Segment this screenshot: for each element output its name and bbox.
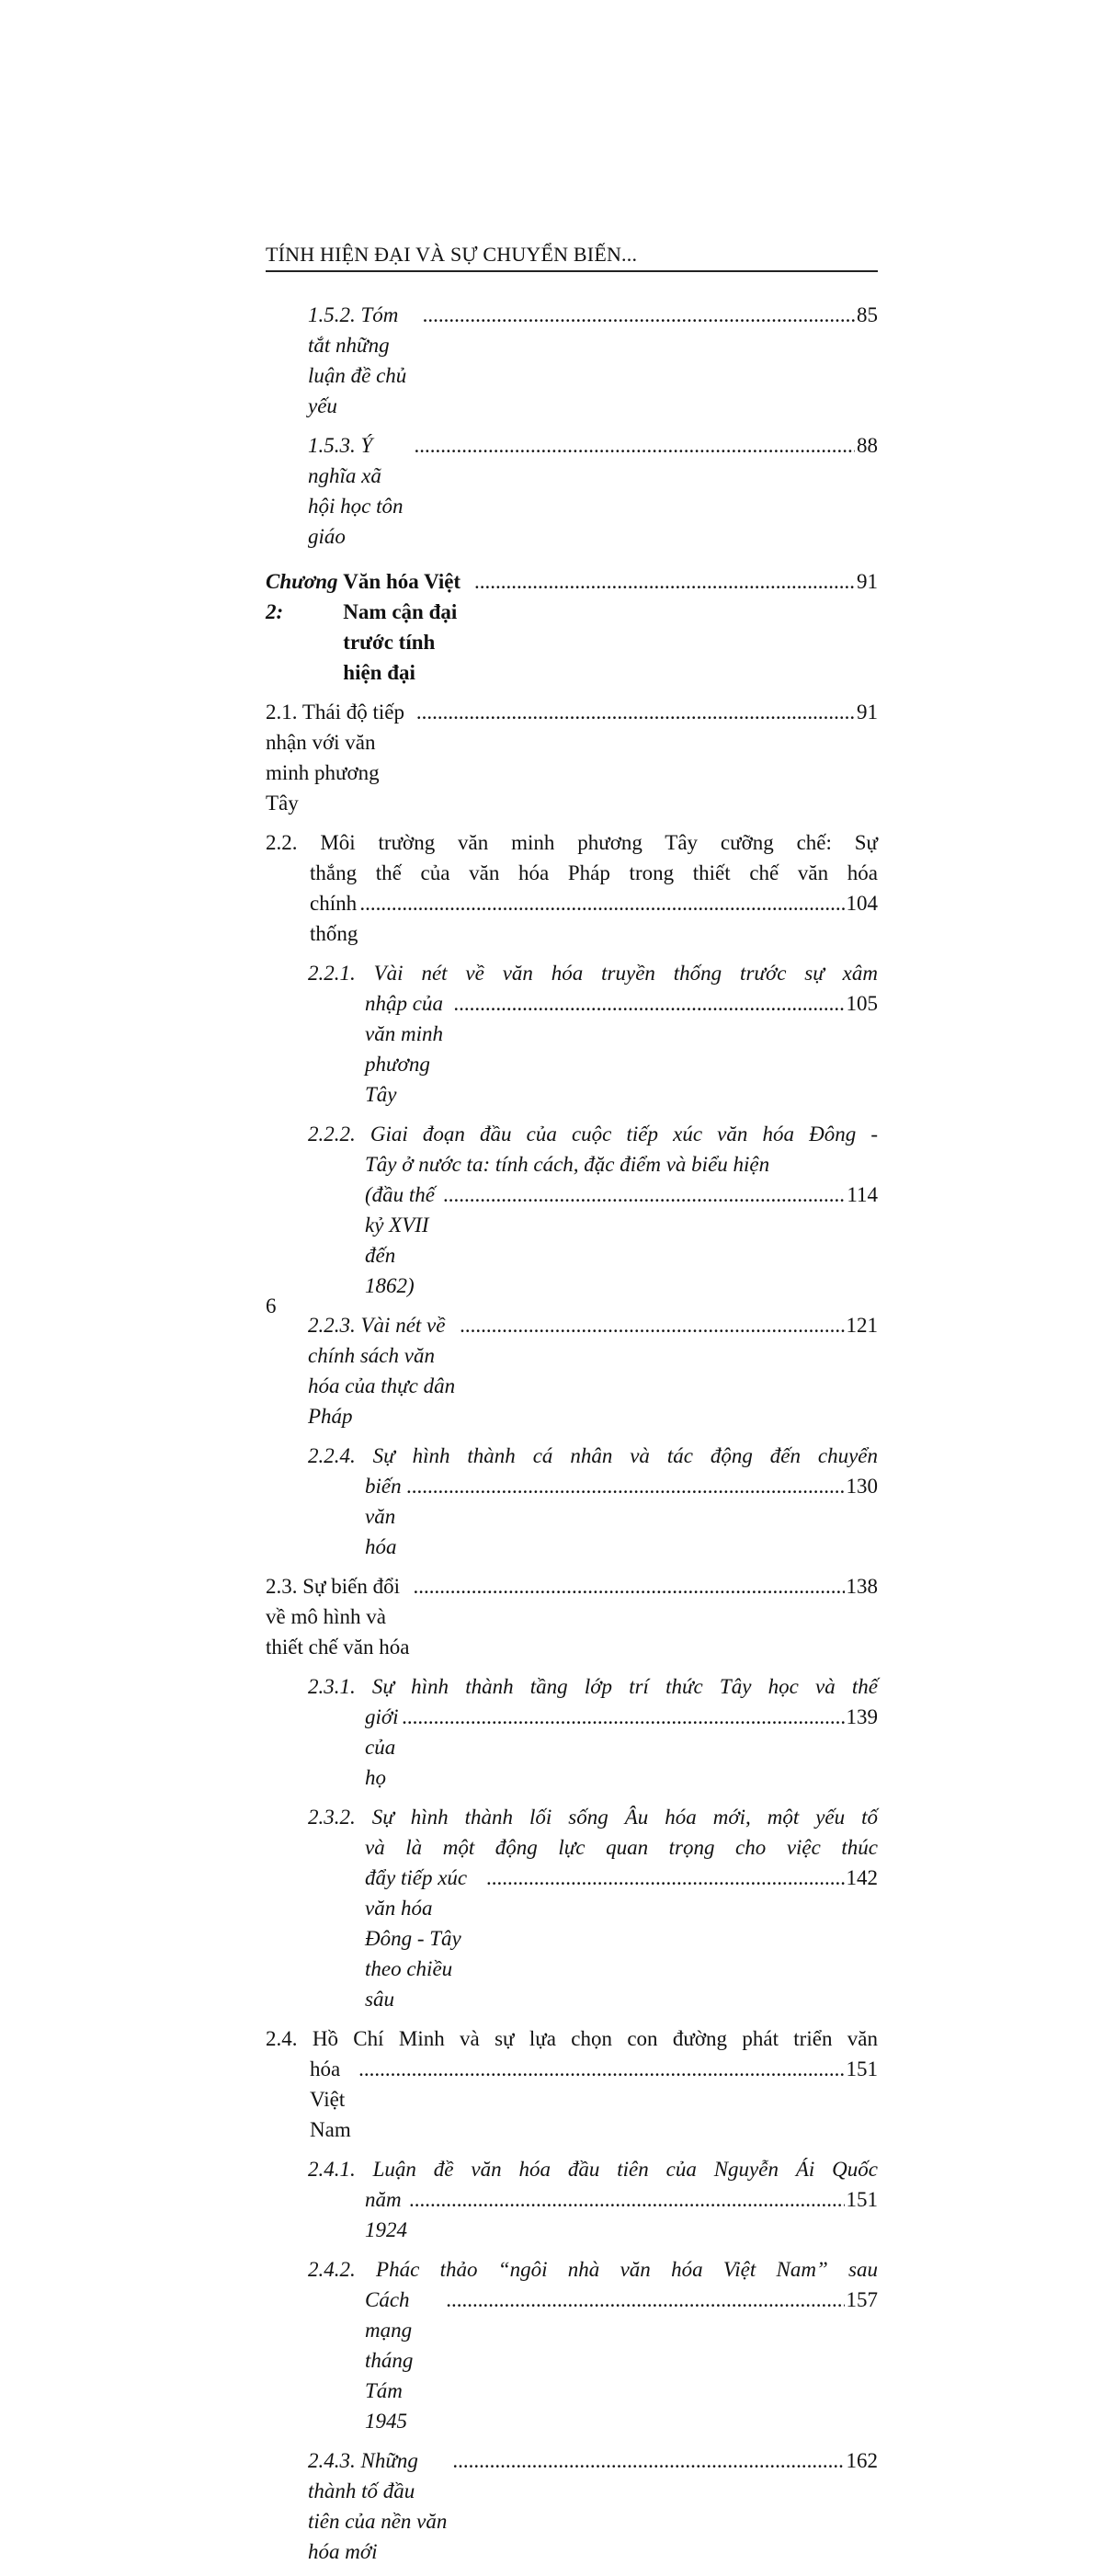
dot-leader: [474, 566, 855, 597]
toc-entry-line: nhập của văn minh phương Tây: [365, 992, 443, 1106]
toc-entry-2-2: [266, 827, 878, 949]
toc-entry-line: (đầu thế kỷ XVII đến 1862): [365, 1183, 436, 1297]
toc-entry-line: 2.3.2. Sự hình thành lối sống Âu hóa mới, một yếu tố: [308, 1806, 878, 1829]
toc-entry-line: hóa Việt Nam: [310, 2057, 351, 2141]
page-number: 6: [266, 1294, 277, 1317]
toc-page-number: 91: [857, 701, 878, 724]
dot-leader: [460, 1310, 844, 1340]
toc-entry-line: 2.2.2. Giai đoạn đầu của cuộc tiếp xúc văn hóa Đông -: [308, 1123, 878, 1146]
toc-page-number: 121: [846, 1314, 878, 1337]
toc-entry-line: đẩy tiếp xúc văn hóa Đông - Tây theo chiều sâu: [365, 1866, 468, 2011]
dot-leader: [415, 430, 855, 461]
chapter-title: Văn hóa Việt Nam cận đại trước tính hiện đại: [343, 570, 461, 684]
table-of-contents: [266, 300, 878, 2576]
toc-entry-line: 2.3.1. Sự hình thành tầng lớp trí thức Tây học và thế: [308, 1675, 878, 1698]
dot-leader: [402, 1702, 844, 1732]
toc-page-number: 139: [846, 1705, 878, 1728]
toc-page-number: 162: [846, 2449, 878, 2472]
toc-entry-2-2-2: [266, 1119, 878, 1301]
toc-entry-title: 2.2.3. Vài nét về chính sách văn hóa của thực dân Pháp: [308, 1314, 456, 1428]
toc-entry-title: 2.1. Thái độ tiếp nhận với văn minh phương Tây: [266, 701, 404, 815]
toc-entry-2-3-1: [266, 1671, 878, 1793]
running-header: TÍNH HIỆN ĐẠI VÀ SỰ CHUYỂN BIẾN...: [266, 243, 638, 266]
toc-entry-line: thắng thế của văn hóa Pháp trong thiết chế văn hóa: [310, 861, 878, 884]
toc-entry-title: 2.3. Sự biến đổi về mô hình và thiết chế văn hóa: [266, 1575, 410, 1658]
header-rule: [266, 270, 878, 272]
toc-entry-line: chính thống: [310, 892, 358, 945]
toc-entry-2-3: [266, 1571, 878, 1662]
dot-leader: [358, 2054, 844, 2084]
dot-leader: [423, 300, 855, 330]
toc-entry-2-2-1: [266, 958, 878, 1110]
dot-leader: [486, 1863, 845, 1893]
toc-entry-2-4: [266, 2023, 878, 2145]
toc-entry-1-5-3: [266, 430, 878, 552]
toc-entry-line: và là một động lực quan trọng cho việc thúc: [365, 1836, 878, 1859]
dot-leader: [446, 2285, 844, 2315]
toc-entry-line: năm 1924: [365, 2188, 407, 2241]
chapter-label: Chương 2:: [266, 570, 338, 623]
toc-entry-line: giới của họ: [365, 1705, 399, 1789]
toc-page-number: 104: [846, 892, 878, 915]
toc-entry-2-2-4: [266, 1441, 878, 1562]
dot-leader: [452, 2445, 844, 2476]
toc-page-number: 142: [846, 1866, 878, 1889]
toc-entry-title: 1.5.2. Tóm tắt những luận đề chủ yếu: [308, 303, 407, 417]
toc-entry-title: 1.5.3. Ý nghĩa xã hội học tôn giáo: [308, 434, 404, 548]
toc-page-number: 138: [846, 1575, 878, 1598]
toc-page-number: 114: [847, 1183, 878, 1206]
toc-page-number: 88: [857, 434, 878, 457]
toc-entry-line: Cách mạng tháng Tám 1945: [365, 2288, 414, 2433]
toc-entry-line: 2.4.2. Phác thảo “ngôi nhà văn hóa Việt Nam” sau: [308, 2258, 878, 2281]
dot-leader: [453, 988, 844, 1019]
toc-chapter-2: [266, 566, 878, 688]
toc-entry-2-4-3: [266, 2445, 878, 2567]
toc-entry-line: 2.4.1. Luận đề văn hóa đầu tiên của Nguyễn Ái Quốc: [308, 2158, 878, 2181]
toc-entry-title: 2.4.3. Những thành tố đầu tiên của nền văn hóa mới: [308, 2449, 448, 2563]
toc-entry-1-5-2: [266, 300, 878, 421]
toc-page-number: 85: [857, 303, 878, 326]
toc-entry-line: biến văn hóa: [365, 1475, 402, 1558]
toc-entry-2-4-1: [266, 2154, 878, 2245]
toc-page-number: 105: [846, 992, 878, 1015]
dot-leader: [413, 1571, 844, 1601]
dot-leader: [406, 1471, 845, 1501]
toc-entry-2-1: [266, 697, 878, 818]
toc-entry-line: 2.2. Môi trường văn minh phương Tây cưỡng chế: Sự: [266, 831, 878, 854]
toc-entry-2-2-3: [266, 1310, 878, 1431]
toc-entry-line: Tây ở nước ta: tính cách, đặc điểm và biểu hiện: [365, 1153, 770, 1176]
toc-entry-line: 2.2.1. Vài nét về văn hóa truyền thống trước sự xâm: [308, 962, 878, 985]
toc-page-number: 130: [846, 1475, 878, 1498]
toc-page-number: 151: [846, 2188, 878, 2211]
dot-leader: [409, 2184, 845, 2215]
toc-entry-2-4-2: [266, 2254, 878, 2436]
dot-leader: [359, 888, 844, 918]
dot-leader: [416, 697, 855, 727]
toc-page-number: 151: [846, 2057, 878, 2080]
toc-page-number: 157: [846, 2288, 878, 2311]
toc-entry-line: 2.4. Hồ Chí Minh và sự lựa chọn con đường phát triển văn: [266, 2027, 878, 2050]
toc-entry-2-3-2: [266, 1802, 878, 2014]
toc-page-number: 91: [857, 570, 878, 593]
toc-entry-line: 2.2.4. Sự hình thành cá nhân và tác động đến chuyển: [308, 1444, 878, 1467]
dot-leader: [443, 1180, 845, 1210]
